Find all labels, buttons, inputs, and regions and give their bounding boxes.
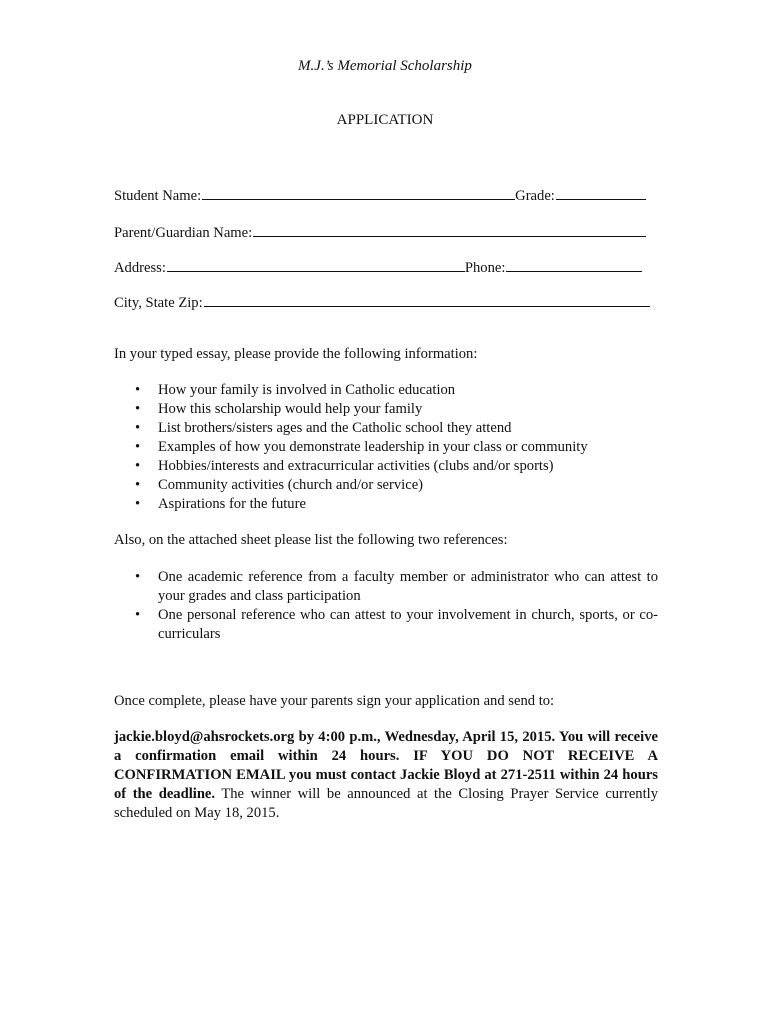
parent-name-label: Parent/Guardian Name:: [114, 225, 253, 241]
essay-list: [114, 381, 658, 514]
list-item: • How this scholarship would help your family: [135, 401, 423, 417]
address-label: Address:: [114, 260, 166, 276]
submission-instructions: [114, 728, 658, 823]
bullet-icon: •: [135, 420, 141, 436]
references-intro: Also, on the attached sheet please list the following two references:: [114, 532, 508, 548]
bullet-icon: •: [135, 496, 141, 512]
student-name-row: [114, 184, 646, 205]
address-field[interactable]: [167, 256, 465, 272]
bullet-icon: •: [135, 439, 141, 455]
bullet-icon: •: [135, 458, 141, 474]
list-item: • Community activities (church and/or service): [135, 477, 424, 493]
closing-intro: Once complete, please have your parents sign your application and send to:: [114, 693, 555, 709]
list-item: • List brothers/sisters ages and the Catholic school they attend: [135, 420, 512, 436]
announcement-text: The winner will be announced at the Closing Prayer Service currently scheduled on May 18, 2015.: [114, 786, 658, 821]
city-row: [114, 291, 650, 312]
list-item: • How your family is involved in Catholic education: [135, 382, 456, 398]
city-field[interactable]: [204, 291, 650, 307]
essay-intro: In your typed essay, please provide the following information:: [114, 346, 478, 362]
bullet-icon: •: [135, 607, 141, 623]
city-label: City, State Zip:: [114, 295, 203, 311]
grade-field[interactable]: [556, 184, 646, 200]
grade-label: Grade:: [515, 188, 555, 204]
bullet-icon: •: [135, 569, 141, 585]
references-list: [114, 568, 658, 644]
parent-name-field[interactable]: [253, 221, 646, 237]
page-title: M.J.’s Memorial Scholarship: [298, 58, 472, 74]
student-name-label: Student Name:: [114, 188, 202, 204]
phone-field[interactable]: [506, 256, 642, 272]
list-item: • One personal reference who can attest to your involvement in church, sports, or co-curriculars: [135, 607, 658, 642]
page-subtitle: APPLICATION: [336, 112, 434, 128]
parent-name-row: [114, 221, 646, 242]
list-item: • Hobbies/interests and extracurricular activities (clubs and/or sports): [135, 458, 554, 474]
list-item: • One academic reference from a faculty member or administrator who can attest to your grades and class participation: [135, 569, 658, 604]
address-row: [114, 256, 642, 277]
list-item: • Examples of how you demonstrate leadership in your class or community: [135, 439, 588, 455]
bullet-icon: •: [135, 477, 141, 493]
list-item: • Aspirations for the future: [135, 496, 306, 512]
submission-deadline-text: jackie.bloyd@ahsrockets.org by 4:00 p.m., Wednesday, April 15, 2015. You will receive a confirmation email within 24 hours. IF YOU DO NOT RECEIVE A CONFIRMATION EMAIL you must contact Jackie Bloyd at 271-2511 within 24 hours of the deadline.: [114, 729, 658, 802]
phone-label: Phone:: [464, 260, 506, 276]
bullet-icon: •: [135, 401, 141, 417]
bullet-icon: •: [135, 382, 141, 398]
student-name-field[interactable]: [202, 184, 515, 200]
